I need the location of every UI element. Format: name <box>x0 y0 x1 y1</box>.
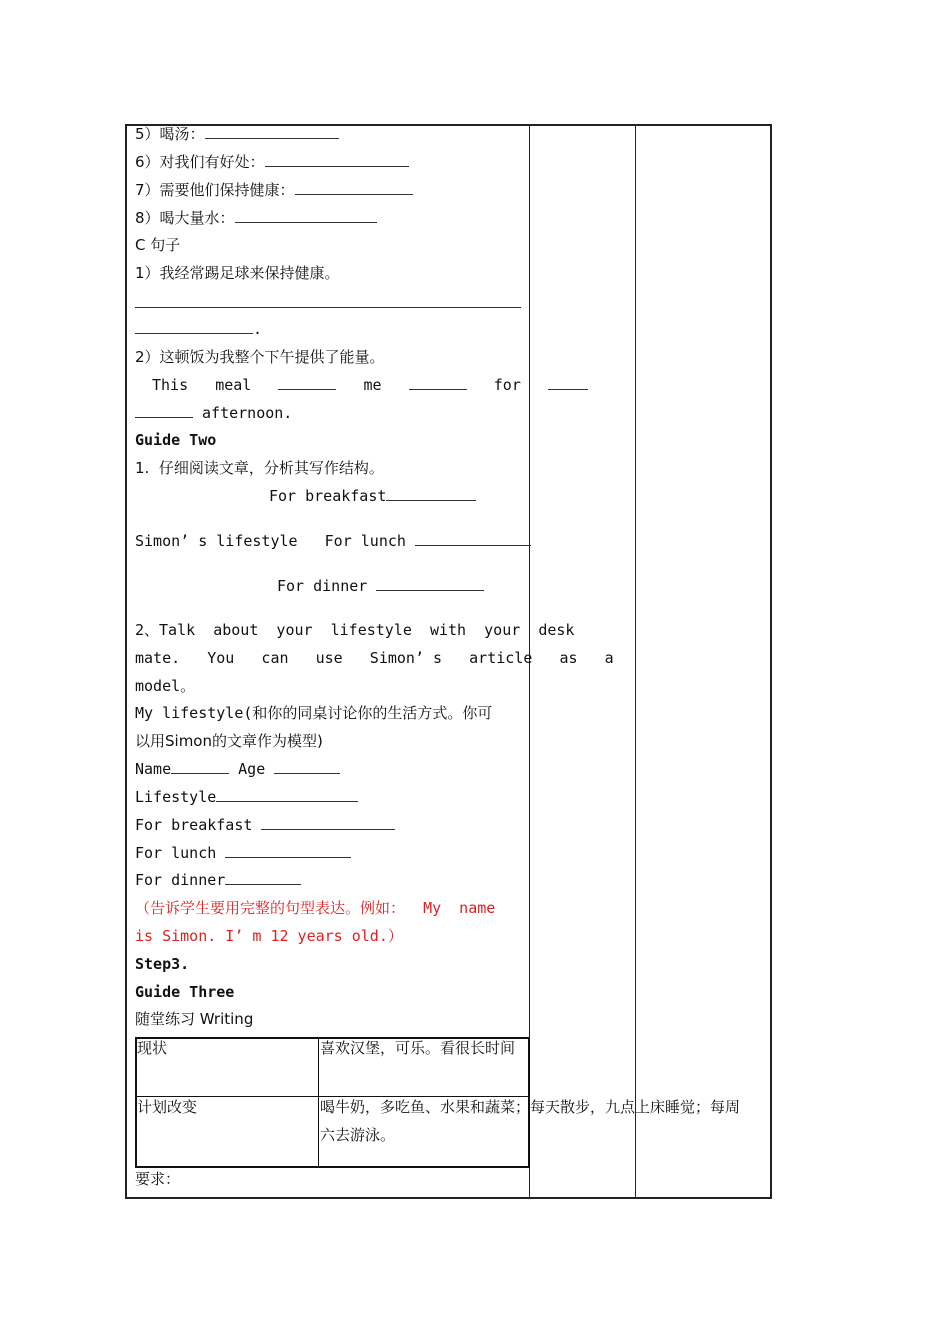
row-1-label: 现状 <box>137 1039 168 1057</box>
sentence-2-end: afternoon. <box>135 403 292 423</box>
structure-dinner: For dinner <box>277 576 484 596</box>
row-2-label: 计划改变 <box>137 1098 198 1116</box>
sentence-1-end: . <box>135 319 262 339</box>
vocab-item-6: 6）对我们有好处： <box>135 152 409 172</box>
sentence-1: 1）我经常踢足球来保持健康。 <box>135 264 340 282</box>
teacher-note-line-1: （告诉学生要用完整的句型表达。例如： My name <box>135 899 496 917</box>
row-2-value-line-2: 六去游泳。 <box>320 1126 396 1144</box>
sentence-2: 2）这顿饭为我整个下午提供了能量。 <box>135 348 385 366</box>
practice-title: 随堂练习 Writing <box>135 1010 254 1028</box>
task-2-line-4: My lifestyle(和你的同桌讨论你的生活方式。你可 <box>135 704 493 722</box>
task-2-line-2: mate. You can use Simon’ s article as a <box>135 649 614 667</box>
step-3-title: Step3. <box>135 955 190 973</box>
writing-table-col-divider <box>318 1037 319 1168</box>
column-divider-2 <box>635 124 636 1199</box>
answer-line-full <box>135 307 521 308</box>
form-name-age: Name Age <box>135 759 340 779</box>
teacher-note-line-2: is Simon. I’ m 12 years old.） <box>135 927 403 945</box>
task-2-line-5: 以用Simon的文章作为模型) <box>135 732 323 750</box>
guide-two-title: Guide Two <box>135 431 217 449</box>
row-2-value-line-1: 喝牛奶，多吃鱼、水果和蔬菜；每天散步，九点上床睡觉；每周 <box>320 1098 741 1116</box>
row-1-value: 喜欢汉堡，可乐。看很长时间 <box>320 1039 516 1057</box>
structure-center: Simon’ s lifestyle For lunch <box>135 531 531 551</box>
structure-breakfast: For breakfast <box>269 486 476 506</box>
vocab-item-5: 5）喝汤： <box>135 124 339 144</box>
requirement-label: 要求： <box>135 1170 181 1188</box>
form-breakfast: For breakfast <box>135 815 395 835</box>
form-lifestyle: Lifestyle <box>135 787 358 807</box>
guide-three-title: Guide Three <box>135 983 235 1001</box>
task-2-line-3: model。 <box>135 677 196 695</box>
form-lunch: For lunch <box>135 843 351 863</box>
vocab-item-8: 8）喝大量水： <box>135 208 377 228</box>
section-c-title: C 句子 <box>135 236 181 254</box>
sentence-2-fill: This meal me for <box>152 375 588 395</box>
form-dinner: For dinner <box>135 870 301 890</box>
vocab-item-7: 7）需要他们保持健康： <box>135 180 413 200</box>
task-1: 1. 仔细阅读文章，分析其写作结构。 <box>135 459 384 477</box>
task-2-line-1: 2、Talk about your lifestyle with your desk <box>135 621 575 639</box>
